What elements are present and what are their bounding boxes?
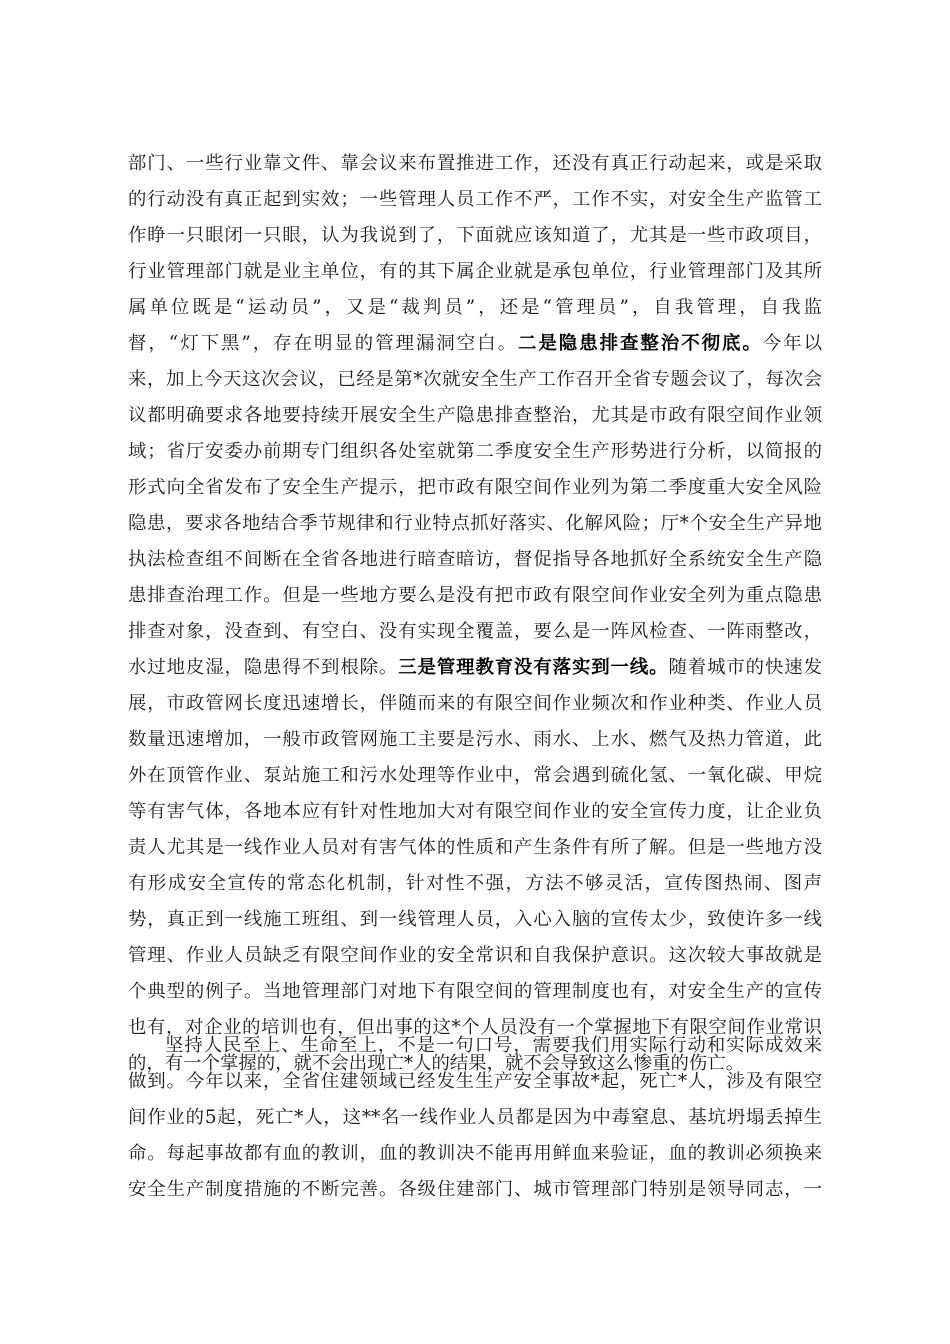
text-segment: 间作业的5起，死亡*人，这**名一线作业人员都是因为中毒窒息、基坑坍塌丢掉生 <box>128 1107 822 1128</box>
text-segment: 命。每起事故都有血的教训，血的教训决不能再用鲜血来验证，血的教训必须换来 <box>128 1143 822 1164</box>
text-line <box>128 146 822 182</box>
text-segment: 议都明确要求各地要持续开展安全生产隐患排查整治，尤其是市政有限空间作业领 <box>128 405 822 426</box>
text-segment: 个典型的例子。当地管理部门对地下有限空间的管理制度也有，对安全生产的宣传 <box>128 981 822 1002</box>
text-segment: 水过地皮湿，隐患得不到根除。 <box>128 657 399 678</box>
text-segment: 隐患，要求各地结合季节规律和行业特点抓好落实、化解风险；厅*个安全生产异地 <box>128 513 822 534</box>
text-line <box>128 1136 822 1172</box>
text-segment: 势，真正到一线施工班组、到一线管理人员，入心入脑的宣传太少，致使许多一线 <box>128 909 822 930</box>
text-line <box>128 1028 822 1064</box>
text-line <box>128 722 822 758</box>
text-segment: 作睁一只眼闭一只眼，认为我说到了，下面就应该知道了，尤其是一些市政项目， <box>128 225 822 246</box>
text-segment: 的，有一个掌握的，就不会出现亡*人的结果，就不会导致这么惨重的伤亡。 <box>128 1053 745 1074</box>
text-segment: 安全生产制度措施的不断完善。各级住建部门、城市管理部门特别是领导同志，一 <box>128 1179 822 1200</box>
text-line <box>128 830 822 866</box>
text-line <box>128 938 822 974</box>
text-line <box>128 362 822 398</box>
text-line <box>128 470 822 506</box>
text-segment: 排查对象，没查到、有空白、没有实现全覆盖，要么是一阵风检查、一阵雨整改， <box>128 621 822 642</box>
text-line <box>128 1172 822 1208</box>
text-line <box>128 650 822 686</box>
text-line <box>128 794 822 830</box>
bold-heading-phrase: 三是管理教育没有落实到一线。 <box>398 657 669 678</box>
text-segment: 形式向全省发布了安全生产提示，把市政有限空间作业列为第二季度重大安全风险 <box>128 477 822 498</box>
text-segment: 数量迅速增加，一般市政管网施工主要是污水、雨水、上水、燃气及热力管道，此 <box>128 729 822 750</box>
text-line <box>128 398 822 434</box>
bold-heading-phrase: 二是隐患排查整治不彻底。 <box>518 333 763 354</box>
text-line <box>128 254 822 290</box>
text-segment: 管理、作业人员缺乏有限空间作业的安全常识和自我保护意识。这次较大事故就是 <box>128 945 822 966</box>
text-line <box>128 686 822 722</box>
text-segment: 督，“灯下黑”，存在明显的管理漏洞空白。 <box>128 333 518 354</box>
text-line <box>128 1100 822 1136</box>
paragraph-main <box>128 146 822 1082</box>
text-segment: 展，市政管网长度迅速增长，伴随而来的有限空间作业频次和作业种类、作业人员 <box>128 693 822 714</box>
text-line <box>128 1064 822 1100</box>
text-line <box>128 866 822 902</box>
text-segment: 等有害气体，各地本应有针对性地加大对有限空间作业的安全宣传力度，让企业负 <box>128 801 822 822</box>
text-segment: 属单位既是“运动员”，又是“裁判员”，还是“管理员”，自我管理，自我监 <box>128 297 822 318</box>
text-segment: 来，加上今天这次会议，已经是第*次就安全生产工作召开全省专题会议了，每次会 <box>128 369 822 390</box>
text-line <box>128 290 822 326</box>
text-line <box>128 758 822 794</box>
text-segment: 有形成安全宣传的常态化机制，针对性不强，方法不够灵活，宣传图热闹、图声 <box>128 873 822 894</box>
text-line <box>128 974 822 1010</box>
text-line <box>128 506 822 542</box>
text-segment: 行业管理部门就是业主单位，有的其下属企业就是承包单位，行业管理部门及其所 <box>128 261 822 282</box>
text-segment: 今年以 <box>762 333 822 354</box>
text-line <box>128 542 822 578</box>
text-line <box>128 614 822 650</box>
text-line <box>128 182 822 218</box>
text-line <box>128 902 822 938</box>
text-line <box>128 578 822 614</box>
text-segment: 也有，对企业的培训也有，但出事的这*个人员没有一个掌握地下有限空间作业常识 <box>128 1017 822 1038</box>
text-segment: 域；省厅安委办前期专门组织各处室就第二季度安全生产形势进行分析，以简报的 <box>128 441 822 462</box>
paragraph-people-first <box>128 1028 822 1208</box>
text-segment: 患排查治理工作。但是一些地方要么是没有把市政有限空间作业安全列为重点隐患 <box>128 585 822 606</box>
text-segment: 的行动没有真正起到实效；一些管理人员工作不严，工作不实，对安全生产监管工 <box>128 189 822 210</box>
text-segment: 做到。今年以来，全省住建领域已经发生生产安全事故*起，死亡*人，涉及有限空 <box>128 1071 822 1092</box>
text-segment: 外在顶管作业、泵站施工和污水处理等作业中，常会遇到硫化氢、一氧化碳、甲烷 <box>128 765 822 786</box>
text-line <box>128 218 822 254</box>
text-segment: 随着城市的快速发 <box>668 657 822 678</box>
text-segment: 部门、一些行业靠文件、靠会议来布置推进工作，还没有真正行动起来，或是采取 <box>128 153 822 174</box>
text-segment: 执法检查组不间断在全省各地进行暗查暗访，督促指导各地抓好全系统安全生产隐 <box>128 549 822 570</box>
text-line <box>128 434 822 470</box>
text-segment: 责人尤其是一线作业人员对有害气体的性质和产生条件有所了解。但是一些地方没 <box>128 837 822 858</box>
text-segment: 坚持人民至上、生命至上，不是一句口号，需要我们用实际行动和实际成效来 <box>165 1035 822 1056</box>
text-line <box>128 326 822 362</box>
